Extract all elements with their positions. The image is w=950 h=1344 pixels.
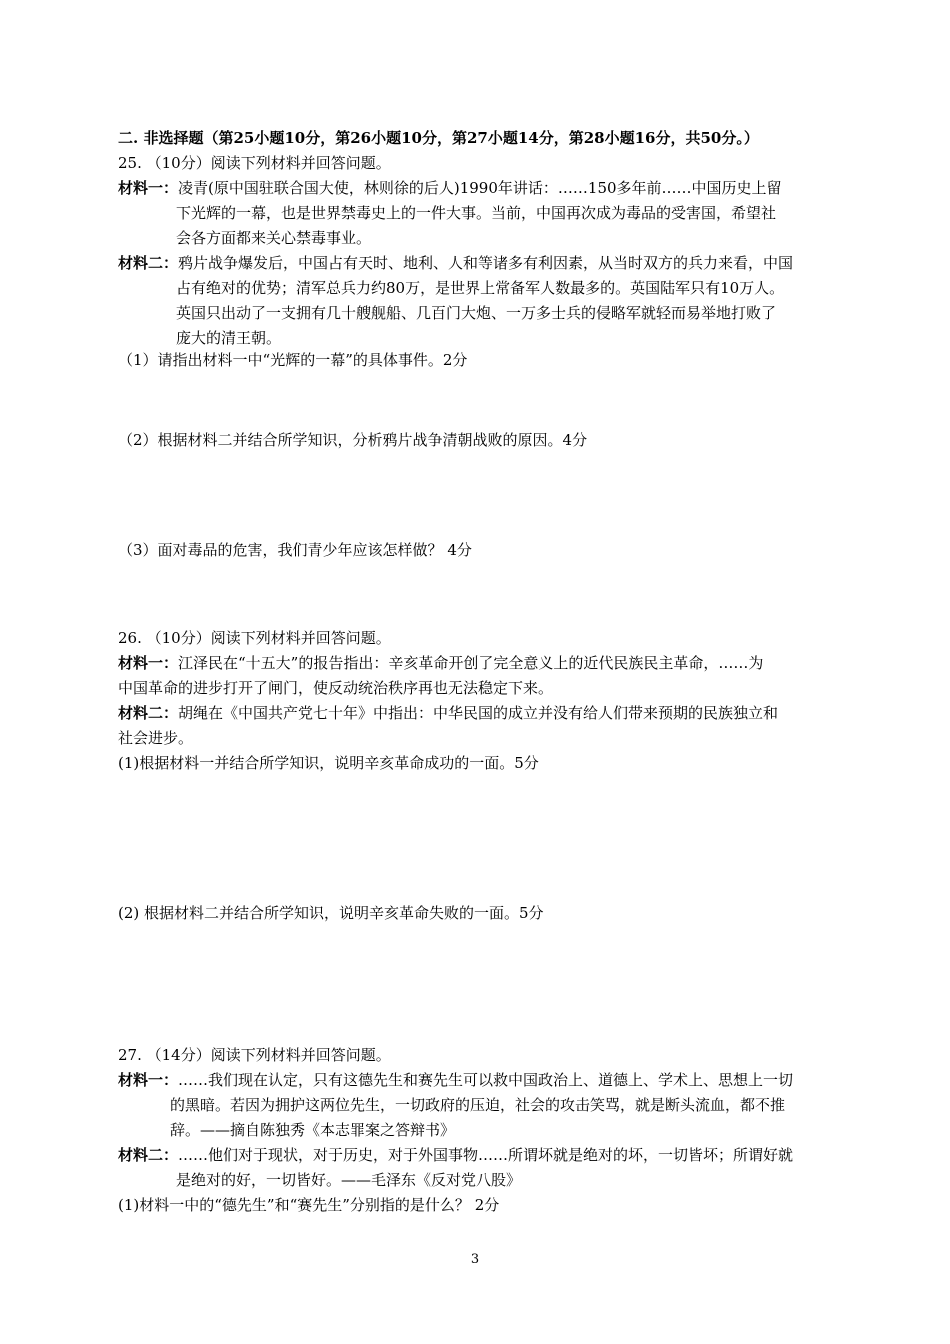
q27-subquestion-1: (1)材料一中的“德先生”和“赛先生”分别指的是什么？ 2分 — [118, 1196, 500, 1214]
q27-material-1-line-2: 的黑暗。若因为拥护这两位先生，一切政府的压迫，社会的攻击笑骂，就是断头流血，都不推 — [170, 1096, 786, 1114]
material-text: 凌青(原中国驻联合国大使，林则徐的后人)1990年讲话：……150多年前……中国历史上留 — [178, 179, 782, 197]
question-26-title: 26. （10分）阅读下列材料并回答问题。 — [118, 629, 391, 647]
question-27-title: 27. （14分）阅读下列材料并回答问题。 — [118, 1046, 391, 1064]
q25-material-1-line-3: 会各方面都来关心禁毒事业。 — [176, 229, 372, 247]
question-25-title: 25. （10分）阅读下列材料并回答问题。 — [118, 154, 391, 172]
q26-material-2-line-1 — [118, 703, 778, 723]
material-text: 江泽民在“十五大”的报告指出：辛亥革命开创了完全意义上的近代民族民主革命，……为 — [178, 654, 764, 672]
section-header: 二. 非选择题（第25小题10分，第26小题10分，第27小题14分，第28小题16分，共50分。） — [118, 129, 759, 147]
material-label: 材料一： — [118, 1071, 179, 1089]
q26-material-1-line-1 — [118, 653, 763, 673]
material-label: 材料一： — [118, 179, 179, 197]
material-label: 材料一： — [118, 654, 179, 672]
material-text: 鸦片战争爆发后，中国占有天时、地利、人和等诸多有利因素，从当时双方的兵力来看，中国 — [178, 254, 794, 272]
q25-material-2-line-4: 庞大的清王朝。 — [176, 329, 282, 347]
material-label: 材料二： — [118, 1146, 179, 1164]
q25-material-1-line-1 — [118, 178, 782, 198]
q25-subquestion-1: （1）请指出材料一中“光辉的一幕”的具体事件。2分 — [118, 351, 468, 369]
q26-subquestion-2: (2) 根据材料二并结合所学知识，说明辛亥革命失败的一面。5分 — [118, 904, 544, 922]
material-text: 胡绳在《中国共产党七十年》中指出：中华民国的成立并没有给人们带来预期的民族独立和 — [178, 704, 779, 722]
q26-subquestion-1: (1)根据材料一并结合所学知识，说明辛亥革命成功的一面。5分 — [118, 754, 539, 772]
q25-material-2-line-2: 占有绝对的优势；清军总兵力约80万，是世界上常备军人数最多的。英国陆军只有10万人。 — [176, 279, 785, 297]
q27-material-2-line-2: 是绝对的好，一切皆好。——毛泽东《反对党八股》 — [176, 1171, 522, 1189]
q25-subquestion-3: （3）面对毒品的危害，我们青少年应该怎样做？ 4分 — [118, 541, 472, 559]
q27-material-1-line-1 — [118, 1070, 793, 1090]
material-label: 材料二： — [118, 704, 179, 722]
q27-material-2-line-1 — [118, 1145, 793, 1165]
q26-material-1-line-2: 中国革命的进步打开了闸门，使反动统治秩序再也无法稳定下来。 — [118, 679, 554, 697]
q27-material-1-line-3: 辞。——摘自陈独秀《本志罪案之答辩书》 — [170, 1121, 456, 1139]
q26-material-2-line-2: 社会进步。 — [118, 729, 194, 747]
material-label: 材料二： — [118, 254, 179, 272]
q25-material-1-line-2: 下光辉的一幕，也是世界禁毒史上的一件大事。当前，中国再次成为毒品的受害国，希望社 — [176, 204, 777, 222]
q25-material-2-line-1 — [118, 253, 793, 273]
page-number: 3 — [470, 1252, 480, 1267]
q25-material-2-line-3: 英国只出动了一支拥有几十艘舰船、几百门大炮、一万多士兵的侵略军就轻而易举地打败了 — [176, 304, 777, 322]
material-text: ……他们对于现状，对于历史，对于外国事物……所谓坏就是绝对的坏，一切皆坏；所谓好就 — [178, 1146, 794, 1164]
q25-subquestion-2: （2）根据材料二并结合所学知识，分析鸦片战争清朝战败的原因。4分 — [118, 431, 588, 449]
material-text: ……我们现在认定，只有这德先生和赛先生可以救中国政治上、道德上、学术上、思想上一切 — [178, 1071, 794, 1089]
